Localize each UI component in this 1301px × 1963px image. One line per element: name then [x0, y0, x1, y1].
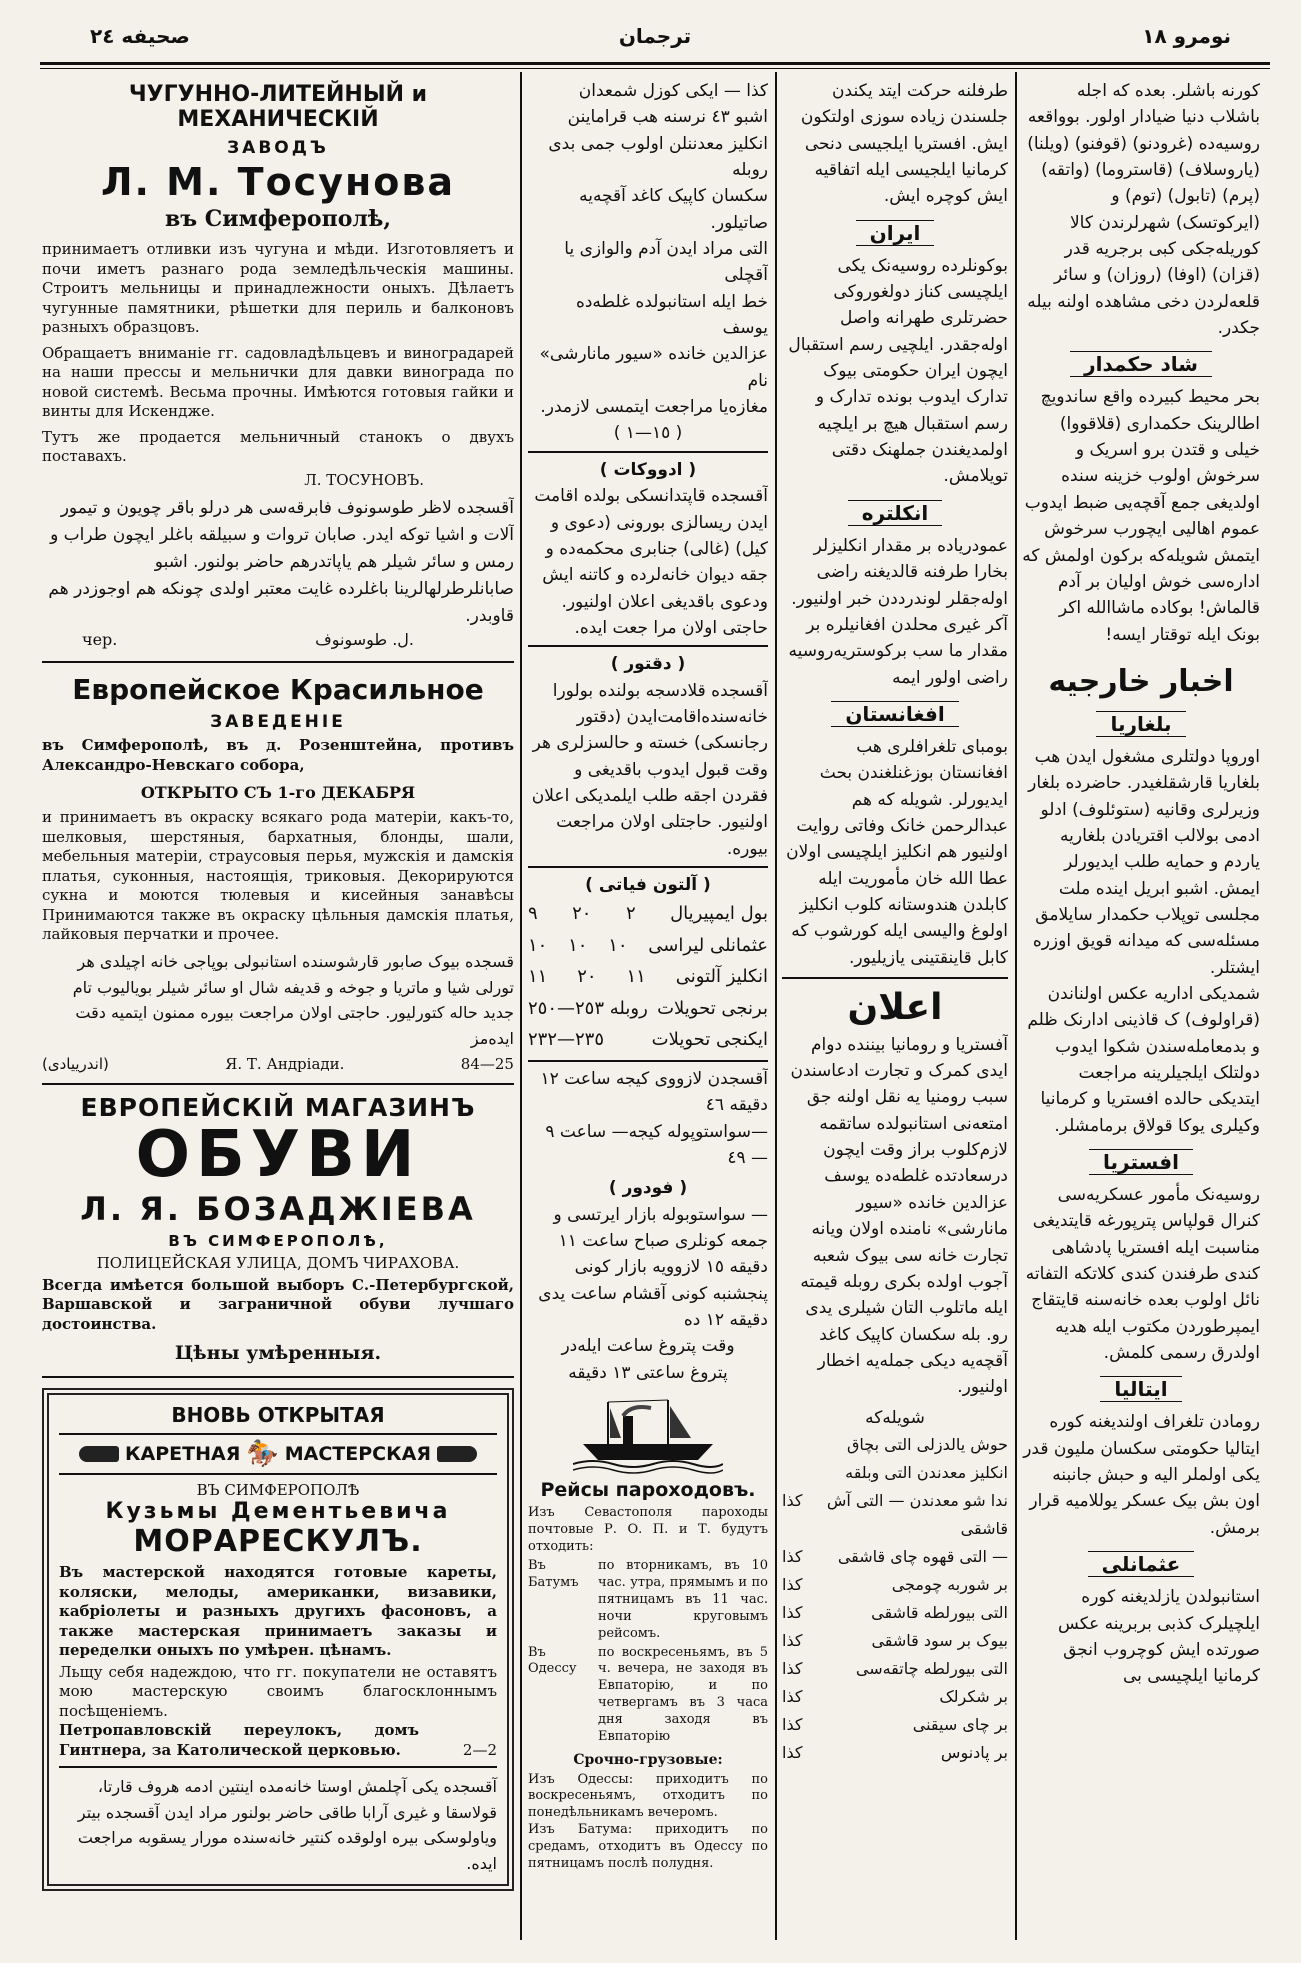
- carriage-right: МАСТЕРСКАЯ: [284, 1443, 431, 1465]
- gold-heading: ( آلتون فیاتی ): [585, 874, 711, 895]
- cargo-odessa: Изъ Одессы: приходитъ по воскресеньямъ, отходитъ по понедѣльникамъ вечеромъ.: [528, 1771, 768, 1821]
- carriage-top: ВНОВЬ ОТКРЫТАЯ: [171, 1403, 385, 1427]
- iran-heading: ایران: [782, 218, 1008, 249]
- italy-heading: ایتالیا: [1022, 1374, 1260, 1405]
- tosunov-body3: Тутъ же продается мельничный станокъ о двухъ поставахъ.: [42, 427, 514, 465]
- dye-opened: ОТКРЫТО СЪ 1-го ДЕКАБРЯ: [140, 783, 416, 803]
- dye-title: Европейское Красильное: [72, 673, 484, 707]
- dye-address: въ Симферополѣ, въ д. Розенштейна, противъ Александро-Невскаго собора,: [42, 736, 514, 774]
- col2-ad1-line: مغازه‌یا مراجعت ایتمسی لازمدر.: [540, 397, 768, 418]
- col2-ad1-line: سکسان کاپیک کاغد آقچه‌یه صاتیلور.: [579, 186, 768, 233]
- carriage-number: 2—2: [462, 1740, 497, 1759]
- dye-sub: ЗАВЕДЕНІЕ: [210, 712, 346, 733]
- list-item: بر پادنوس کذا: [782, 1742, 1008, 1762]
- bazaar-text2: وقت پتروغ ساعت ایله‌در: [561, 1336, 735, 1357]
- bulgaria-text: اوروپا دولتلری مشغول ایدن هب بلغاریا قارشقلغیدر. حاضرده بلغار وزیرلری وقانیه (ستوئلوف) ادلو ادمی بولالب اقتریادن بلغاریه یاردم و حمایه طلب ایدیورلر ایمش. اشبو ابریل اینده ملت مجلسی توپلاب حکمدار سایلامق مسئله‌سی که میدانه قویق اوزره ایشتلر.: [1028, 746, 1260, 978]
- column-divider-3: [1015, 72, 1017, 1940]
- dye-tatar-sign: (اندرییادی): [42, 1055, 109, 1074]
- carriage-ad: [42, 1388, 514, 1891]
- carriage-icon: 🏇: [246, 1439, 279, 1469]
- list-item: — التی قهوه چای قاشقی کذا: [782, 1546, 1008, 1566]
- advokat-heading: ( ادووکات ): [599, 459, 697, 480]
- advokat-text: آقسجده قاپتدانسکی بولده اقامت ایدن ریسالزی بورونی (دعوی و کیل) (غالی) جنابری محکمه‌ده و جقه دیوان خانه‌لرده و کاتنه ایش ودعوی باقدیغی اعلان اولنیور. حاجتی اولان مرا جعت ایده.: [534, 486, 768, 638]
- tosunov-signature: Л. ТОСУНОВЪ.: [304, 470, 424, 489]
- shoe-name: Л. Я. БОЗАДЖІЕВА: [80, 1189, 476, 1228]
- tosunov-tatar: آقسجده لاظر طوسونوف فابرقه‌سی هر درلو باقر چویون و تیمور آلات و اشیا توکه ایدر. صابان تروات و سبیلقه باغلر ایچون طراب و رمس و سائر شیلر هم یاپاتدرهم حاضر بولنور. اشبو صابانلرطرلهالرینا باغلرده غایت معتبر اولدی چونکه هم اوجوزدر هم قاوبدر.: [48, 497, 514, 627]
- dye-tatar: قسجده بیوک صابور قارشوسنده استانبولی بوپاجی خانه اچیلدی هر تورلی شیا و ماتریا و جوخه و قدیفه شال او سائر شیلر بویالیوب تام جدید حاله کتورلیور. حاجتی اولان مراجعت بیوره ممنون ایتمیه دقت ایده‌مز: [72, 951, 514, 1048]
- col2-ad1-number: ( ١٥—١ ): [613, 423, 683, 444]
- bazaar-heading: ( فودور ): [608, 1178, 688, 1199]
- tosunov-tatar-sign2: чер.: [82, 630, 118, 650]
- list-item: بر چای سیقنی کذا: [782, 1714, 1008, 1734]
- steam-title: Рейсы пароходовъ.: [540, 1478, 756, 1501]
- steam-odessa: по воскресеньямъ, въ 5 ч. вечера, не заходя въ Евпаторію, и по четвергамъ въ 3 часа дня заходя въ Евпаторію: [598, 1644, 768, 1744]
- page-number: صحیفه ۲٤: [90, 24, 190, 48]
- ottoman-text: استانبولدن یازلدیغنه کوره ایلچیلرک کذبی بربرینه عکس صورتده ایش کوچروب انجق کرمانیا ایلچیسی بی: [1058, 1587, 1260, 1687]
- gold-table: [528, 898, 768, 1056]
- col2-rule: [528, 866, 768, 868]
- col2-ad1-line: اشبو ٤٣ نرسنه هب قراماینن: [567, 107, 768, 128]
- gold-row: بول ایمپیریال ٢ ٢٠ ٩: [528, 903, 768, 925]
- train-line: دقیقه ٤٦: [705, 1095, 768, 1116]
- col2-ad1-line: کذا — ایکی کوزل شمعدان: [578, 81, 768, 101]
- shoe-city: ВЪ СИМФЕРОПОЛѢ,: [168, 1231, 388, 1250]
- bulgaria-text2: شمدیکی اداریه عکس اولناندن (قراولوف) ک قاذینی ادارنک ظلم و بدمعامله‌سندن شکوا ایدوب دولتلک ایلجیلرینه مراجعت ایتدیکی حالده افستریا و کرمانیا وکیلری یوکا قولاق برمامشلر.: [1027, 983, 1260, 1136]
- bazaar-text3: پتروغ ساعتی ١٣ دقیقه: [568, 1362, 728, 1383]
- austria-heading: افستریا: [1022, 1147, 1260, 1178]
- column-divider-1: [520, 72, 522, 1940]
- england-text: عمودریاده بر مقدار انکلیزلر بخارا طرفنه قالدیغنه راضی اوله‌جقلر لوندرددن خبر اولنیور. آکر غیری محلدن افغانیلره بر مقدار ما سب برکوستریه‌روسیه راضی اولور ایمه: [788, 535, 1008, 688]
- steam-batum: по вторникамъ, въ 10 час. утра, прямымъ и по пятницамъ въ 11 час. ночи круговымъ рейсомъ.: [598, 1558, 768, 1641]
- tosunov-line1: ЧУГУННО-ЛИТЕЙНЫЙ и МЕХАНИЧЕСКІЙ: [128, 82, 428, 132]
- gold-row: انکلیز آلتونی ١١ ٢٠ ١١: [528, 966, 768, 988]
- iran-text: بوکونلرده روسیه‌نک یکی ایلچیسی کناز دولغوروکی حضرتلری طهرانه واصل اوله‌جقدر. ایلچیی رسم استقبال ایچون ایران حکومتی بیوک تدارک ایدوب بونده تدارک و رسم استقبال هیچ بر ایلچیه اولمدیغندن جملهنک دقتی تویلامش.: [788, 255, 1008, 487]
- col2-ad1-line: التی مراد ایدن آدم والوازی یا آقچلی: [564, 239, 768, 286]
- italy-text: رومادن تلغراف اولندیغنه کوره ایتالیا حکومتی سکسان ملیون قدر یکی اولملر الیه و حبش جانبنه اون بش بیک عسکر یوللامیه قرار برمش.: [1023, 1412, 1260, 1538]
- col2-rule: [528, 1060, 768, 1062]
- ilan-text: آفستریا و رومانیا بیننده دوام ایدی کمرک و تجارت ادعاسندن سبب رومنیا یه نقل اولنه جق امتعه‌نی استانبولده ساتقمه لازم‌کلوب براز وقت ایچون درسعادتده غلطه‌ده یوسف عزالدین خانده «سیور مانارشی» نامنده اولان ویانه تجارت خانه سی بیوک شعبه آجوب اولده بکری روبله قیمته ایله ماتلوب التان شیلری یدی رو. بله سکسان کاپیک کاغد آقچه‌یه دیکی جمله‌یه اخطار اولنیور.: [790, 1034, 1008, 1398]
- tosunov-tatar-sign: ل. طوسونوف.: [315, 630, 414, 650]
- col2-rule: [528, 645, 768, 647]
- ottoman-heading: عثمانلی: [1022, 1549, 1260, 1580]
- shoe-line1: ЕВРОПЕЙСКІЙ МАГАЗИНЪ: [80, 1093, 476, 1123]
- austria-text: روسیه‌نک مأمور عسکریه‌سی کنرال قولپاس پترپورغه قایتدیغی مناسبت ایله افستریا پادشاهی کندی طرفندن کندی‌ کلاتکه التفاته نائل اولوب بعده خانه‌سنه قایتقاج ایمپرطوردن مکتوب ایله هدیه اولدرق رسمی کلمش.: [1025, 1185, 1260, 1364]
- carriage-tatar: آقسجده یکی آچلمش اوستا خانه‌مده اینتین ادمه هروف قارتا، قولاسقا و غیری آرابا طاقی حاضر بولنور مراد ایدن آقسجده بیتر ویاولوسکی بیره اولوقده کنتیر خانه‌سنده مورار یسقوبه مراجعت ایده.: [77, 1777, 497, 1873]
- steamship-icon: [573, 1394, 723, 1474]
- col2-ad1-line: عزالدین خانده «سیور مانارشی» نام: [539, 344, 768, 391]
- shoe-body: Всегда имѣется большой выборъ С.-Петербургской, Варшавской и заграничной обуви лучшаго достоинства.: [42, 1275, 514, 1333]
- carriage-surname: МОРАРЕСКУЛЪ.: [133, 1524, 423, 1559]
- header-rule: [40, 62, 1270, 65]
- col2-ad1: [528, 78, 768, 447]
- header-rule-thin: [40, 68, 1270, 69]
- doctor-text: آقسجده قلادسجه بولنده بولورا خانه‌سنده‌اقامت‌ایدن (دقتور رجانسکی) خسته و حالسزلری هر وقت قبول ایدوب باقدیغی و فقردن اجقه طلب ایلمدیکی اعلان اولنیور. حاجتلی اولان مراجعت بیوره.: [531, 680, 768, 859]
- shoe-ad: [42, 1093, 514, 1364]
- train-line: —سواستوپوله کیجه— ساعت ٩ — ٤٩: [545, 1121, 768, 1168]
- col2-rule: [528, 451, 768, 453]
- cargo-batum: Изъ Батума: приходитъ по средамъ, отходитъ въ Одессу по пятницамъ послѣ полудня.: [528, 1822, 768, 1871]
- so-list: [782, 1431, 1008, 1767]
- ilan-title: اعلان: [847, 986, 943, 1028]
- england-heading: انکلتره: [782, 498, 1008, 529]
- dye-signature: Я. Т. Андріади.: [225, 1055, 345, 1074]
- carriage-inner-rule: [59, 1766, 497, 1768]
- list-item: بیوک بر سود قاشقی کذا: [782, 1630, 1008, 1650]
- carriage-city: ВЪ СИМФЕРОПОЛѢ: [196, 1481, 360, 1499]
- dye-number: 84—25: [460, 1055, 514, 1074]
- bazaar-text: — سواستوبوله بازار ایرتسی و جمعه کونلری صباح ساعت ١١ دقیقه ١٥ لازوویه بازار کونی پنجشنبه کونی آقشام ساعت یدی دقیقه ١٢ ده: [538, 1204, 768, 1330]
- shoe-prices: Цѣны умѣренныя.: [174, 1342, 382, 1364]
- pointing-hand-right-icon: [437, 1446, 477, 1462]
- divider-1: [42, 661, 514, 663]
- so-list-heading: شویله‌که: [865, 1407, 925, 1428]
- steam-batum-label: Въ Батумъ: [528, 1558, 579, 1590]
- list-item: بر شوربه چومجی کذا: [782, 1574, 1008, 1594]
- column-3: [782, 78, 1008, 1938]
- gold-row: عثمانلی لیراسی ١٠ ١٠ ١٠: [528, 934, 768, 956]
- list-item: التی بیورلطه چاتقه‌سی کذا: [782, 1658, 1008, 1678]
- steam-odessa-label: Въ Одессу: [528, 1644, 577, 1677]
- dye-ad: [42, 673, 514, 1073]
- carriage-body2: Льщу себя надеждою, что гг. покупатели не оставятъ мою мастерскую своимъ благосклоннымъ посѣщеніемъ.: [59, 1662, 497, 1720]
- list-item: انکلیز معدندن التی وبلقه: [845, 1462, 1008, 1482]
- tosunov-body1: принимаетъ отливки изъ чугуна и мѣди. Изготовляетъ и почи иметъ разнаго рода земледѣльческія машины. Строитъ мельницы и принадлежности оныхъ. Дѣлаетъ чугунные памятники, рѣшетки для периль и балконовъ разныхъ образцовъ.: [42, 240, 514, 336]
- col2-ad1-line: خط ایله استانبولده غلطه‌ده یوسف: [575, 291, 768, 339]
- col3-rule: [782, 977, 1008, 979]
- tosunov-line2: ЗАВОДЪ: [227, 138, 329, 158]
- afghan-text: بومبای تلغرافلری هب افغانستان بوزغنلغندن بحث ایدیورلر. شویله که هم عبدالرحمن خانک وفاتی روایت اولنیور هم انکلیز ایلچیسی اولان عطا الله خان مأموریت ایله کابلدن هندوستانه کلوب انکلیز اولوغ والیسی ایله کورشوب که کابل قاینقتینی یازیلیور.: [786, 736, 1008, 968]
- cargo-title: Срочно-грузовые:: [573, 1751, 723, 1768]
- list-item: بر شکرلک کذا: [782, 1686, 1008, 1706]
- divider-3: [42, 1376, 514, 1378]
- tosunov-name: Л. М. Тосунова: [100, 160, 456, 204]
- col3-intro: طرفلنه حرکت ایتد یکندن جلسندن زیاده سوزی اولتکون ایش. افستریا ایلجیسی دنحی کرمانیا ایلجیسی ایله اتفاقیه ایش کوچره ایش.: [800, 81, 1008, 207]
- column-russian-ads: [42, 78, 514, 1938]
- issue-number: نومرو ۱۸: [1142, 24, 1231, 48]
- list-item: التی بیورلطه قاشقی کذا: [782, 1602, 1008, 1622]
- carriage-banner: [59, 1433, 497, 1475]
- gold-row: ایکنجی تحویلات ٢٣٥—٢٣٢: [528, 1029, 768, 1051]
- col4-intro: کورنه باشلر. بعده که اجله باشلاب دنیا ضیادار اولور. بوواقعه روسیه‌ده (غرودنو) (قوفنو) (ویلنا) (یاروسلاف) (قاستروما) (واتقه) (پرم) (تابول) (توم) و (ایرکوتسک) شهرلرندن کالا کوریله‌جکی کبی برجریه قدر (قزان) (اوفا) (روزان) و سائر قلعه‌لردن دخی مشاهده اولنه بیله جکدر.: [1027, 81, 1260, 339]
- bulgaria-heading: بلغاریا: [1022, 709, 1260, 740]
- pointing-hand-left-icon: [79, 1446, 119, 1462]
- carriage-body3: Петропавловскій переулокъ, домъ Гинтнера, за Католической церковью.: [59, 1721, 419, 1759]
- col2-ad1-line: انکلیز معدننلن اولوب جمی بدی روبله: [548, 133, 768, 181]
- steamship-illustration: [528, 1394, 768, 1474]
- shoe-address: ПОЛИЦЕЙСКАЯ УЛИЦА, ДОМЪ ЧИРАХОВА.: [96, 1253, 460, 1272]
- column-2: [528, 78, 768, 1938]
- shoe-big: ОБУВИ: [135, 1118, 421, 1193]
- divider-2: [42, 1083, 514, 1085]
- list-item: حوش یالدزلی التی بچاق: [846, 1434, 1008, 1454]
- carriage-left: КАРЕТНАЯ: [125, 1443, 241, 1465]
- carriage-body1: Въ мастерской находятся готовые кареты, коляски, мелоды, американки, визавики, кабріолеты и разныхъ другихъ фасоновъ, а также мастерская принимаетъ заказы и переделки оныхъ по умѣрен. цѣнамъ.: [59, 1563, 497, 1659]
- shad-heading: شاد حکمدار: [1022, 349, 1260, 380]
- steamship-schedule: [528, 1476, 768, 1873]
- tosunov-ad: [42, 82, 514, 649]
- list-item: ندا شو معدندن — التی آش قاشقی کذا: [782, 1490, 1008, 1538]
- foreign-news-title: اخبار خارجیه: [1048, 663, 1234, 699]
- shad-text: بحر محیط کبیرده واقع ساندویچ اطالرینک حکمداری (قلاقووا) خیلی و قتدن برو اسریک و سرخوش اولوب خزینه سنده اولدیغی جمع آقچه‌یی ضبط ایدوب عموم اهالیی ایچورب سرخوش ایتمش شویله‌که برکون اولمش که اداره‌سی خوش اولیان بر آدم قالماش! بوکاده ماشاالله اکر بونک ایله توقتار ایسه!: [1022, 387, 1260, 645]
- column-divider-2: [775, 72, 777, 1940]
- carriage-name: Кузьмы Дементьевича: [105, 1499, 451, 1524]
- masthead-title: ترجمان: [618, 24, 692, 48]
- doctor-heading: ( دقتور ): [610, 654, 686, 675]
- tosunov-city: въ Симферополѣ,: [164, 206, 392, 232]
- train-line: آقسجدن لازووی کیجه ساعت ١٢: [540, 1068, 768, 1089]
- gold-row: برنجی تحویلات روبله ٢٥٣—٢٥٠: [528, 997, 768, 1019]
- afghan-heading: افغانستان: [782, 699, 1008, 730]
- column-4: [1022, 78, 1260, 1938]
- dye-body: и принимаетъ въ окраску всякаго рода матеріи, какъ-то, шелковыя, шерстяныя, бархатныя, блонды, шали, мебельныя матеріи, страусовыя перья, мужскія и дамскія платья, суконныя, настоящія, триковыя. Декорируются сукна и моются тюлевыя и кисейныя занавѣсы Принимаются также въ окраску цѣльныя дамскія платья, лайковыя перчатки и прочее.: [42, 808, 514, 944]
- steam-intro: Изъ Севастополя пароходы почтовые Р. О. П. и Т. будутъ отходить:: [528, 1505, 768, 1555]
- tosunov-body2: Обращаетъ вниманіе гг. садовладѣльцевъ и виноградарей на наши прессы и мельнички для давки винограда по новой системѣ. Весьма прочны. Имѣются готовыя гайки и винты для Искендже.: [42, 343, 514, 420]
